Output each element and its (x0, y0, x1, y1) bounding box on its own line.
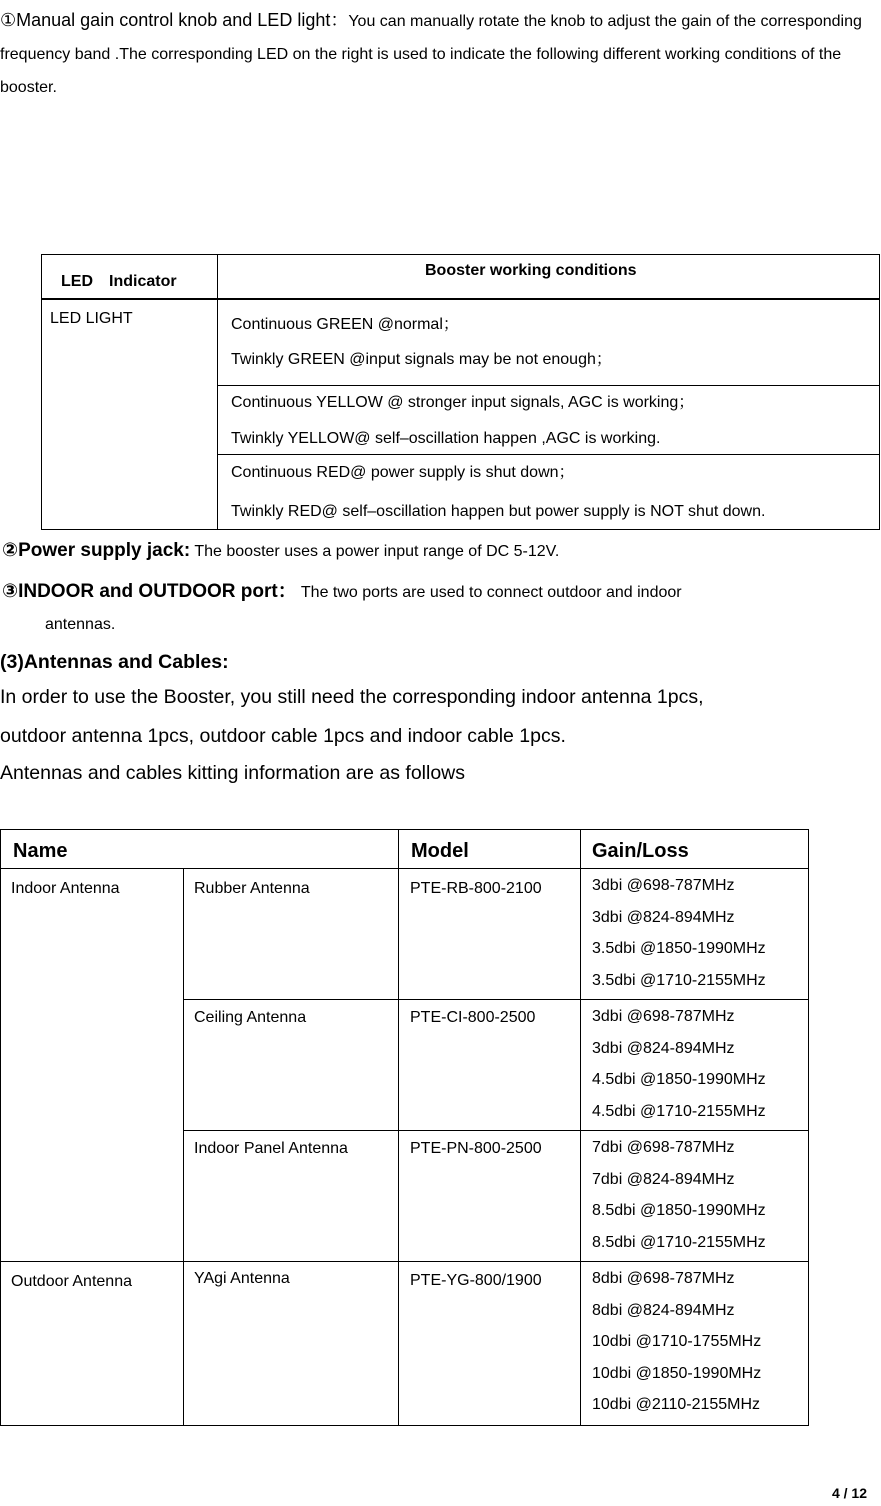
condition-line: Continuous GREEN @normal； (231, 316, 459, 333)
condition-line: Twinkly GREEN @input signals may be not enough； (231, 351, 612, 368)
gain-value: 7dbi @824-894MHz (592, 1170, 735, 1188)
led-light-label: LED LIGHT (50, 310, 133, 327)
led-indicator-table (41, 254, 880, 530)
intro-text: You can manually rotate the knob to adjust the gain of the corresponding frequency band .The corresponding LED on the right is used to indicate the following different working conditions of the booster. (0, 13, 862, 96)
gain-value: 3.5dbi @1850-1990MHz (592, 940, 766, 957)
gain-value: 8dbi @824-894MHz (592, 1301, 735, 1319)
gain-value: 8.5dbi @1850-1990MHz (592, 1202, 766, 1219)
page-number: 4 / 12 (831, 1485, 867, 1501)
antenna-table (0, 829, 809, 1426)
gain-value: 3dbi @698-787MHz (592, 877, 735, 894)
antenna-name: Indoor Panel Antenna (194, 1140, 348, 1157)
power-title: ②Power supply jack: (2, 540, 191, 561)
gain-value: 3dbi @698-787MHz (592, 1008, 735, 1025)
led-col-header: LED Indicator (61, 273, 177, 290)
ports-text-cont: antennas. (45, 616, 116, 633)
condition-line: Continuous RED@ power supply is shut down； (231, 464, 575, 481)
ports-title: ③INDOOR and OUTDOOR port： (2, 581, 297, 602)
gain-value: 10dbi @2110-2155MHz (592, 1396, 761, 1413)
antennas-para-1: In order to use the Booster, you still need the corresponding indoor antenna 1pcs, (0, 686, 704, 708)
header-name: Name (13, 840, 68, 862)
antenna-model: PTE-CI-800-2500 (410, 1009, 536, 1026)
group-indoor: Indoor Antenna (11, 880, 120, 897)
power-text: The booster uses a power input range of DC 5-12V. (194, 543, 560, 560)
condition-line: Continuous YELLOW @ stronger input signals, AGC is working； (231, 394, 695, 411)
gain-value: 4.5dbi @1710-2155MHz (592, 1102, 766, 1120)
antenna-name: Rubber Antenna (194, 880, 310, 897)
gain-list (592, 870, 766, 996)
antennas-heading: (3)Antennas and Cables: (0, 651, 229, 673)
power-supply-section (2, 539, 559, 562)
ports-text: The two ports are used to connect outdoor and indoor (300, 584, 682, 601)
conditions-col-header: Booster working conditions (425, 262, 637, 279)
antenna-name: Ceiling Antenna (194, 1009, 307, 1026)
antennas-para-3: Antennas and cables kitting information are as follows (0, 762, 466, 784)
group-outdoor: Outdoor Antenna (11, 1273, 132, 1290)
gain-value: 8dbi @698-787MHz (592, 1270, 735, 1287)
gain-value: 10dbi @1850-1990MHz (592, 1364, 762, 1382)
intro-lead: ①Manual gain control knob and LED light： (0, 10, 349, 30)
gain-list (592, 1001, 766, 1127)
gain-value: 8.5dbi @1710-2155MHz (592, 1233, 766, 1251)
header-gain: Gain/Loss (592, 840, 689, 862)
condition-line: Twinkly RED@ self–oscillation happen but power supply is NOT shut down. (231, 503, 766, 520)
gain-value: 3.5dbi @1710-2155MHz (592, 971, 766, 989)
gain-value: 10dbi @1710-1755MHz (592, 1333, 762, 1350)
intro-paragraph (0, 4, 876, 104)
gain-value: 4.5dbi @1850-1990MHz (592, 1071, 766, 1088)
gain-value: 3dbi @824-894MHz (592, 908, 735, 926)
antenna-name: YAgi Antenna (194, 1270, 290, 1287)
antenna-model: PTE-YG-800/1900 (410, 1272, 542, 1289)
header-model: Model (411, 840, 469, 862)
antennas-para-2: outdoor antenna 1pcs, outdoor cable 1pcs and indoor cable 1pcs. (0, 725, 566, 747)
antenna-model: PTE-RB-800-2100 (410, 880, 542, 897)
condition-line: Twinkly YELLOW@ self–oscillation happen ,AGC is working. (231, 430, 661, 447)
gain-value: 3dbi @824-894MHz (592, 1039, 735, 1057)
gain-list (592, 1263, 761, 1421)
gain-value: 7dbi @698-787MHz (592, 1139, 735, 1156)
ports-section (2, 576, 682, 603)
gain-list (592, 1132, 766, 1258)
antenna-model: PTE-PN-800-2500 (410, 1140, 542, 1157)
